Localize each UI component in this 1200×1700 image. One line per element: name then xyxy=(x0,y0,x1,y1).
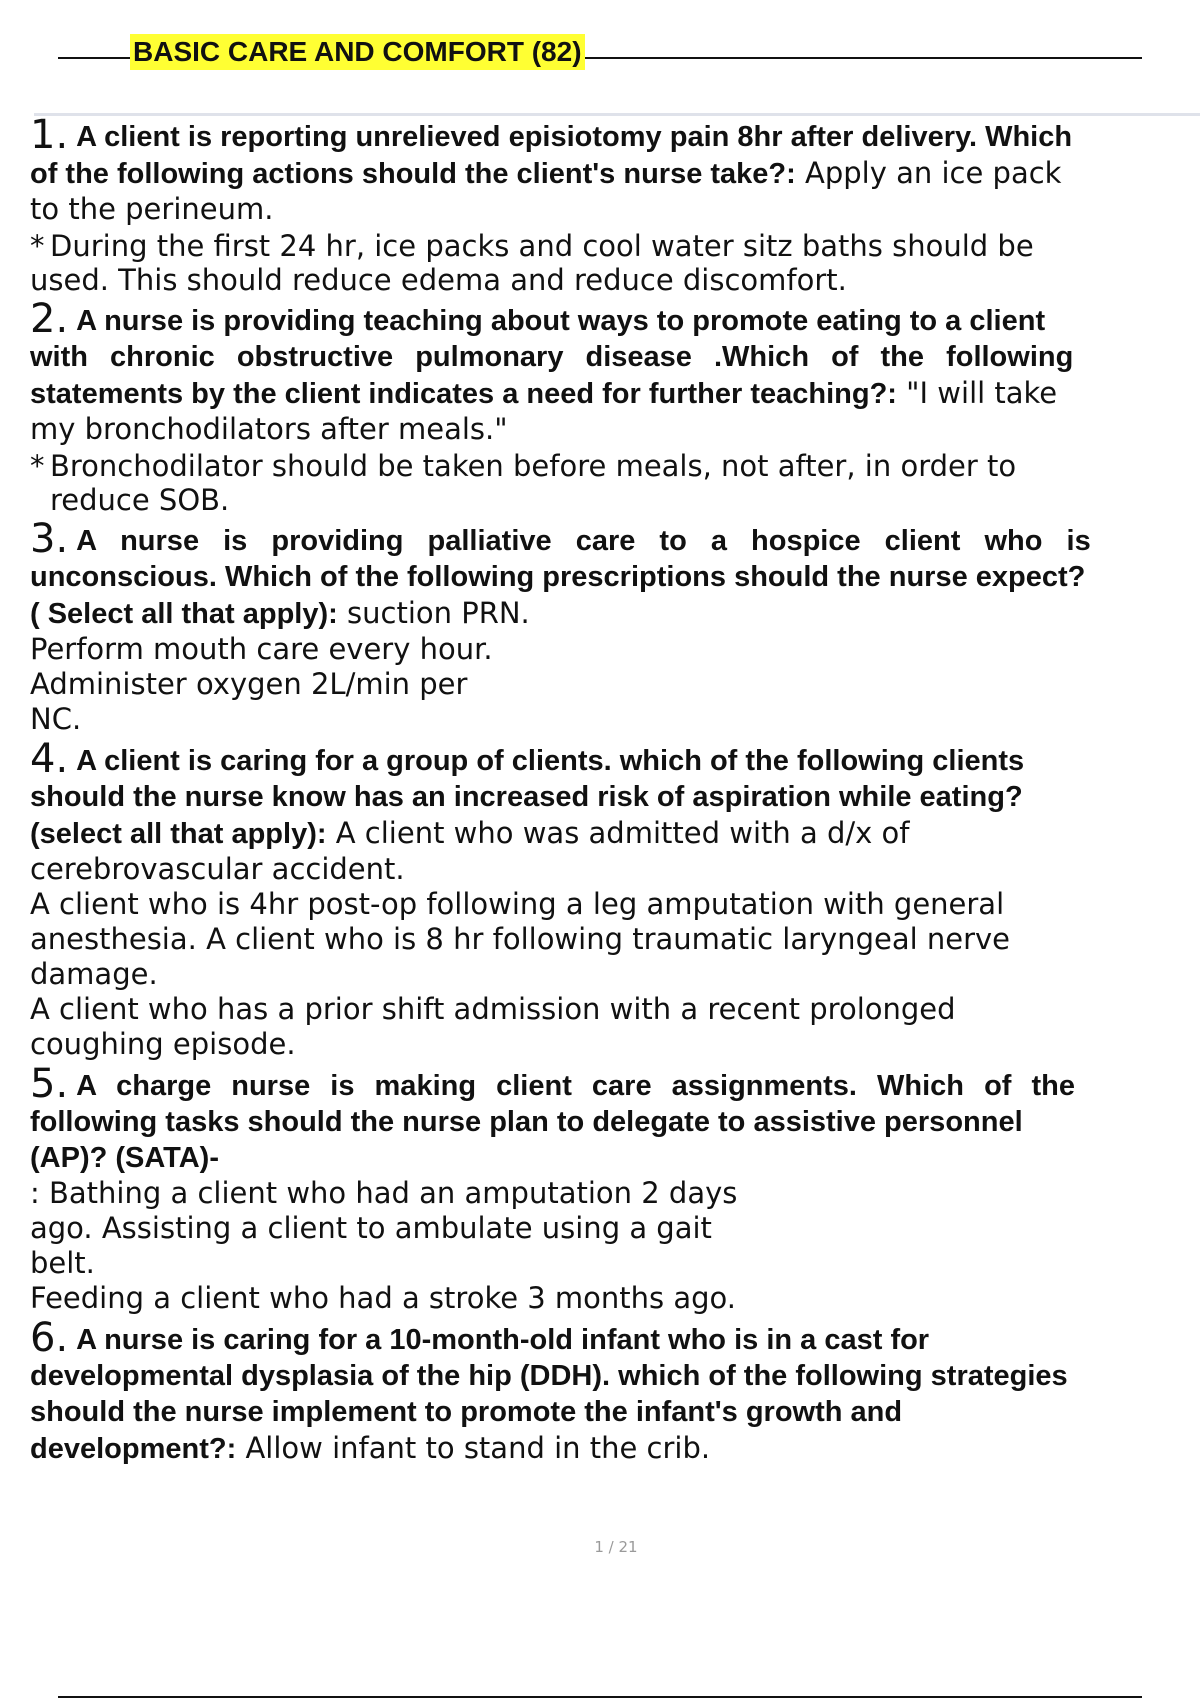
question-5-text: 5. A charge nurse is making client care assignments. Which of the following tasks should the nurse plan to delegate to assistive personnel (AP)? (SATA)- xyxy=(30,1061,1076,1174)
answer-text: Allow infant to stand in the crib. xyxy=(236,1431,711,1465)
question-number: 1. xyxy=(30,112,69,158)
title-row xyxy=(58,34,1142,70)
answer-line: Perform mouth care every hour. xyxy=(30,632,493,666)
answer-line: Administer oxygen 2L/min per xyxy=(30,667,468,701)
question-6-text: 6. A nurse is caring for a 10-month-old infant who is in a cast for developmental dysplasia of the hip (DDH). which of the following strategies should the nurse implement to promote the infant's growth and development?: Allow infant to stand in the crib. xyxy=(30,1315,1068,1465)
question-number: 6. xyxy=(30,1315,69,1361)
question-5 xyxy=(30,1061,1200,1316)
answer-text: "I will take xyxy=(896,376,1058,410)
answer-text: Apply an ice pack xyxy=(795,156,1062,190)
question-number: 4. xyxy=(30,736,69,782)
page-number: 1 / 21 xyxy=(594,1538,638,1556)
rationale-note: * During the first 24 hr, ice packs and cool water sitz baths should be used. This should reduce edema and reduce discomfort. xyxy=(30,229,1034,297)
answer-line: Feeding a client who had a stroke 3 months ago. xyxy=(30,1281,737,1315)
question-list xyxy=(30,112,1200,1467)
question-3-text: 3. A nurse is providing palliative care to a hospice client who is unconscious. Which of the following prescriptions should the nurse expect? ( Select all that apply): suction PRN. xyxy=(30,516,1091,630)
answer-line: : Bathing a client who had an amputation 2 days xyxy=(30,1176,738,1210)
answer-line: ago. Assisting a client to ambulate using a gait xyxy=(30,1211,712,1245)
answer-line: coughing episode. xyxy=(30,1027,296,1061)
question-4 xyxy=(30,736,1180,1062)
question-number: 2. xyxy=(30,296,69,342)
asterisk-icon: * xyxy=(30,229,45,263)
asterisk-icon: * xyxy=(30,449,45,483)
question-4-text: 4. A client is caring for a group of clients. which of the following clients should the nurse know has an increased risk of aspiration while eating? (select all that apply): A client who was admitted with a d/x of xyxy=(30,736,1025,850)
question-number: 5. xyxy=(30,1061,69,1107)
answer-line: anesthesia. A client who is 8 hr following traumatic laryngeal nerve xyxy=(30,922,1011,956)
answer-line: damage. xyxy=(30,957,158,991)
footer-rule xyxy=(58,1696,1142,1698)
answer-line: A client who has a prior shift admission with a recent prolonged xyxy=(30,992,956,1026)
answer-line: to the perineum. xyxy=(30,192,274,226)
question-2 xyxy=(30,296,1200,517)
page-title: BASIC CARE AND COMFORT (82) xyxy=(130,34,585,70)
answer-line: belt. xyxy=(30,1246,95,1280)
question-1 xyxy=(30,112,1200,297)
header-divider xyxy=(34,113,1200,116)
answer-line: A client who is 4hr post-op following a leg amputation with general xyxy=(30,887,1005,921)
question-1-text: 1. A client is reporting unrelieved episiotomy pain 8hr after delivery. Which of the following actions should the client's nurse take?: Apply an ice pack xyxy=(30,112,1073,190)
answer-text: A client who was admitted with a d/x of xyxy=(326,816,910,850)
question-3 xyxy=(30,516,1200,737)
answer-line: cerebrovascular accident. xyxy=(30,852,405,886)
question-6 xyxy=(30,1315,1190,1467)
answer-text: suction PRN. xyxy=(337,596,530,630)
rationale-note: * Bronchodilator should be taken before meals, not after, in order to reduce SOB. xyxy=(30,449,1017,517)
answer-line: NC. xyxy=(30,702,82,736)
question-2-text: 2. A nurse is providing teaching about ways to promote eating to a client with chronic obstructive pulmonary disease .Which of the following statements by the client indicates a need for further teaching?: "I will take xyxy=(30,296,1074,410)
question-number: 3. xyxy=(30,516,69,562)
answer-line: my bronchodilators after meals." xyxy=(30,412,508,446)
